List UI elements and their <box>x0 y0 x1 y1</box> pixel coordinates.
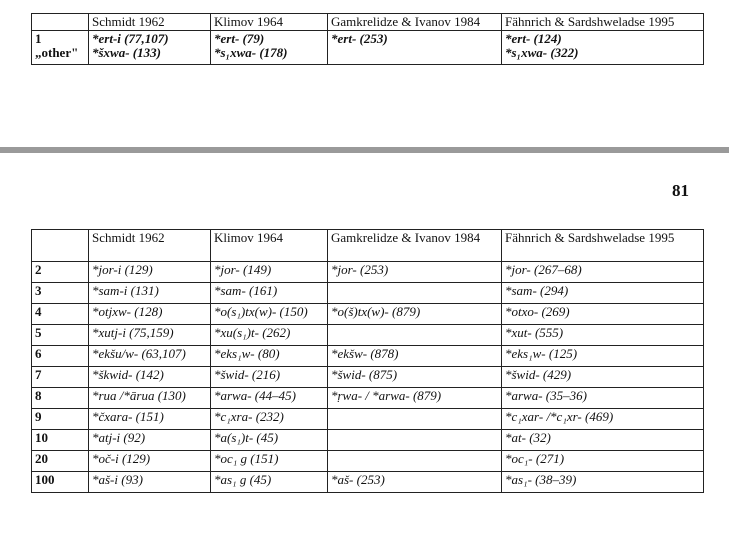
cell-klimov-1964: *o(s₁)tx(w)- (150) <box>211 304 328 325</box>
cell-schmidt-1962: *xutj-i (75,159) <box>89 325 211 346</box>
header-schmidt-1962: Schmidt 1962 <box>89 14 211 31</box>
form: *ert-i (77,107) <box>92 31 169 46</box>
table-row <box>32 283 704 304</box>
cell-gamkrelidze-ivanov-1984 <box>328 283 502 304</box>
table-row <box>32 304 704 325</box>
form: *ert- (253) <box>331 31 388 46</box>
header-label-column <box>32 14 89 31</box>
table-row <box>32 325 704 346</box>
form: *s₁xwa- (178) <box>214 45 288 60</box>
row-number: 1 <box>35 31 42 46</box>
table-row <box>32 262 704 283</box>
cell-klimov-1964: *c₁xra- (232) <box>211 409 328 430</box>
form: *s₁xwa- (322) <box>505 45 579 60</box>
header-fahnrich-sardshweladse-1995: Fähnrich & Sardshweladse 1995 <box>502 14 704 31</box>
table-body <box>32 262 704 493</box>
table-row <box>32 388 704 409</box>
cell-gamkrelidze-ivanov-1984 <box>328 451 502 472</box>
cell-gamkrelidze-ivanov-1984: *ṛwa- / *arwa- (879) <box>328 388 502 409</box>
cell-fahnrich-sardshweladse-1995: *šwid- (429) <box>502 367 704 388</box>
table-row <box>32 346 704 367</box>
cell-fahnrich-sardshweladse-1995: *xut- (555) <box>502 325 704 346</box>
cell-schmidt-1962: *atj-i (92) <box>89 430 211 451</box>
cell-fahnrich-sardshweladse-1995 <box>502 31 704 65</box>
row-number: 10 <box>32 430 89 451</box>
cell-gamkrelidze-ivanov-1984 <box>328 31 502 65</box>
row-label-cell <box>32 31 89 65</box>
form: *ert- (79) <box>214 31 265 46</box>
table-row <box>32 451 704 472</box>
cell-gamkrelidze-ivanov-1984: *ekšw- (878) <box>328 346 502 367</box>
cell-schmidt-1962: *sam-i (131) <box>89 283 211 304</box>
cell-schmidt-1962: *čxara- (151) <box>89 409 211 430</box>
cell-gamkrelidze-ivanov-1984: *šwid- (875) <box>328 367 502 388</box>
table-row <box>32 31 704 65</box>
cell-fahnrich-sardshweladse-1995: *c₁xar- /*c₁xr- (469) <box>502 409 704 430</box>
header-fahnrich-sardshweladse-1995: Fähnrich & Sardshweladse 1995 <box>502 230 704 262</box>
form: *ert- (124) <box>505 31 562 46</box>
cell-gamkrelidze-ivanov-1984 <box>328 325 502 346</box>
table-row <box>32 367 704 388</box>
cell-gamkrelidze-ivanov-1984: *jor- (253) <box>328 262 502 283</box>
cell-klimov-1964: *oc₁ g (151) <box>211 451 328 472</box>
cell-gamkrelidze-ivanov-1984 <box>328 430 502 451</box>
cell-gamkrelidze-ivanov-1984 <box>328 409 502 430</box>
table-numerals-top <box>31 13 704 65</box>
header-klimov-1964: Klimov 1964 <box>211 14 328 31</box>
row-number: 100 <box>32 472 89 493</box>
table-row <box>32 430 704 451</box>
row-number: 20 <box>32 451 89 472</box>
row-number: 6 <box>32 346 89 367</box>
row-gloss: „other" <box>35 45 79 60</box>
cell-schmidt-1962 <box>89 31 211 65</box>
table-row <box>32 409 704 430</box>
page-separator <box>0 147 729 153</box>
table-header-row <box>32 14 704 31</box>
cell-schmidt-1962: *rua /*ārua (130) <box>89 388 211 409</box>
header-schmidt-1962: Schmidt 1962 <box>89 230 211 262</box>
cell-fahnrich-sardshweladse-1995: *otxo- (269) <box>502 304 704 325</box>
row-number: 5 <box>32 325 89 346</box>
header-gamkrelidze-ivanov-1984: Gamkrelidze & Ivanov 1984 <box>328 14 502 31</box>
cell-fahnrich-sardshweladse-1995: *jor- (267–68) <box>502 262 704 283</box>
cell-fahnrich-sardshweladse-1995: *eks₁w- (125) <box>502 346 704 367</box>
cell-klimov-1964: *jor- (149) <box>211 262 328 283</box>
cell-klimov-1964: *as₁ g (45) <box>211 472 328 493</box>
cell-fahnrich-sardshweladse-1995: *at- (32) <box>502 430 704 451</box>
header-label-column <box>32 230 89 262</box>
row-number: 3 <box>32 283 89 304</box>
cell-schmidt-1962: *jor-i (129) <box>89 262 211 283</box>
cell-fahnrich-sardshweladse-1995: *as₁- (38–39) <box>502 472 704 493</box>
cell-klimov-1964 <box>211 31 328 65</box>
cell-klimov-1964: *a(s₁)t- (45) <box>211 430 328 451</box>
form: *šxwa- (133) <box>92 45 161 60</box>
cell-schmidt-1962: *otjxw- (128) <box>89 304 211 325</box>
cell-klimov-1964: *eks₁w- (80) <box>211 346 328 367</box>
cell-fahnrich-sardshweladse-1995: *sam- (294) <box>502 283 704 304</box>
header-gamkrelidze-ivanov-1984: Gamkrelidze & Ivanov 1984 <box>328 230 502 262</box>
cell-klimov-1964: *xu(s₁)t- (262) <box>211 325 328 346</box>
table-numerals-bottom <box>31 229 704 493</box>
cell-fahnrich-sardshweladse-1995: *oc₁- (271) <box>502 451 704 472</box>
cell-fahnrich-sardshweladse-1995: *arwa- (35–36) <box>502 388 704 409</box>
cell-schmidt-1962: *ekšu/w- (63,107) <box>89 346 211 367</box>
cell-gamkrelidze-ivanov-1984: *o(š)tx(w)- (879) <box>328 304 502 325</box>
cell-gamkrelidze-ivanov-1984: *aš- (253) <box>328 472 502 493</box>
row-number: 8 <box>32 388 89 409</box>
header-klimov-1964: Klimov 1964 <box>211 230 328 262</box>
row-number: 2 <box>32 262 89 283</box>
cell-schmidt-1962: *škwid- (142) <box>89 367 211 388</box>
row-number: 7 <box>32 367 89 388</box>
cell-klimov-1964: *sam- (161) <box>211 283 328 304</box>
row-number: 9 <box>32 409 89 430</box>
table-header-row <box>32 230 704 262</box>
cell-klimov-1964: *šwid- (216) <box>211 367 328 388</box>
page-number: 81 <box>672 181 689 200</box>
cell-schmidt-1962: *oč-i (129) <box>89 451 211 472</box>
table-row <box>32 472 704 493</box>
row-number: 4 <box>32 304 89 325</box>
cell-schmidt-1962: *aš-i (93) <box>89 472 211 493</box>
cell-klimov-1964: *arwa- (44–45) <box>211 388 328 409</box>
